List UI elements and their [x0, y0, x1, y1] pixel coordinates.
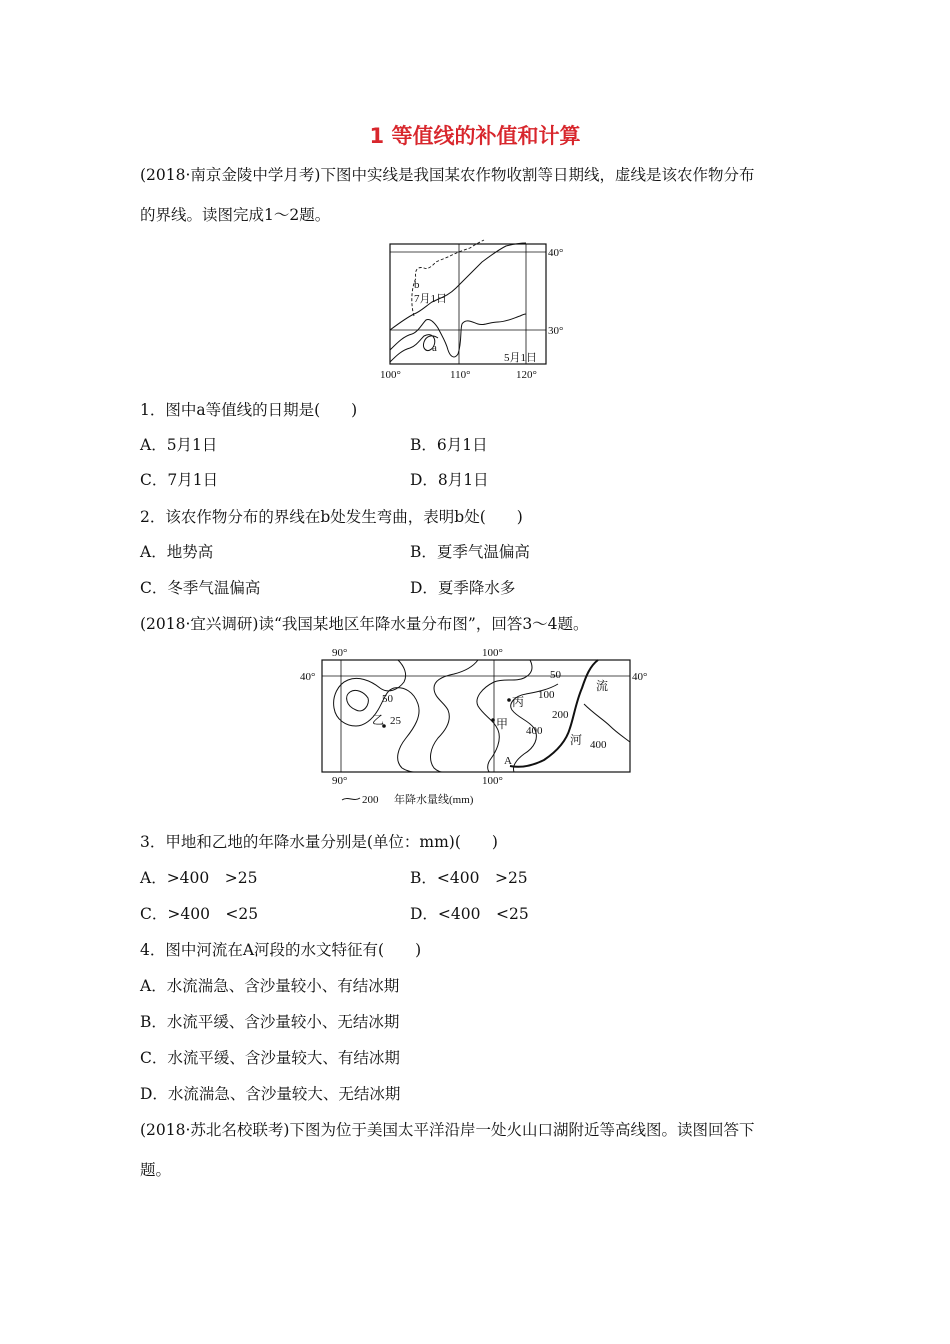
intro-1-line-2: 的界线。读图完成1～2题。	[140, 206, 331, 224]
map2-place-yi: 乙	[372, 713, 385, 727]
question-1-option-d[interactable]: D．8月1日	[410, 471, 489, 489]
precipitation-map	[298, 644, 658, 812]
map1-lon-label-100: 100°	[380, 369, 401, 381]
map1-lat-label-40: 40°	[548, 247, 564, 259]
map2-contour-label-25: 25	[390, 715, 401, 727]
question-3-option-a[interactable]: A．>400 >25	[140, 869, 258, 887]
map2-contour-label-200: 200	[552, 709, 569, 721]
map2-lat-label-left: 40°	[300, 671, 316, 683]
map1-label-b: b	[414, 279, 420, 291]
map1-lat-label-30: 30°	[548, 325, 564, 337]
map2-legend-text: 年降水量线(mm)	[394, 794, 474, 806]
map2-lon-label-100-bottom: 100°	[482, 775, 503, 787]
map2-contour-label-50-top: 50	[550, 669, 561, 681]
map2-lat-label-right: 40°	[632, 671, 648, 683]
map1-lon-label-120: 120°	[516, 369, 537, 381]
intro-1-line-1: (2018·南京金陵中学月考)下图中实线是我国某农作物收割等日期线，虚线是该农作物分布	[140, 166, 755, 184]
map2-place-jia: 甲	[496, 717, 509, 731]
map1-label-jul1: 7月1日	[414, 293, 447, 305]
map2-place-bing: 丙	[512, 695, 525, 709]
question-4-option-a[interactable]: A．水流湍急、含沙量较小、有结冰期	[140, 977, 400, 995]
harvest-date-map	[370, 238, 580, 383]
map2-contour-label-400-mid: 400	[526, 725, 543, 737]
question-2-stem: 2．该农作物分布的界线在b处发生弯曲，表明b处( )	[140, 508, 523, 526]
question-2-option-b[interactable]: B．夏季气温偏高	[410, 543, 530, 561]
intro-3-line-2: 题。	[140, 1161, 172, 1179]
question-1-option-a[interactable]: A．5月1日	[140, 436, 218, 454]
question-1-stem: 1．图中a等值线的日期是( )	[140, 401, 358, 419]
question-1-option-c[interactable]: C．7月1日	[140, 471, 219, 489]
map2-legend-value: 200	[362, 794, 379, 806]
question-4-option-b[interactable]: B．水流平缓、含沙量较小、无结冰期	[140, 1013, 400, 1031]
map2-lon-label-90-top: 90°	[332, 647, 348, 659]
question-3-stem: 3．甲地和乙地的年降水量分别是(单位：mm)( )	[140, 833, 498, 851]
map1-label-a: a	[432, 342, 437, 354]
map2-contour-label-100: 100	[538, 689, 555, 701]
question-2-option-a[interactable]: A．地势高	[140, 543, 214, 561]
intro-2: (2018·宜兴调研)读“我国某地区年降水量分布图”，回答3～4题。	[140, 615, 589, 633]
map2-contour-label-50-left: 50	[382, 693, 393, 705]
map2-contour-label-400-right: 400	[590, 739, 607, 751]
page-title: 1 等值线的补值和计算	[369, 124, 581, 148]
question-3-option-d[interactable]: D．<400 <25	[410, 905, 529, 923]
question-3-option-c[interactable]: C．>400 <25	[140, 905, 259, 923]
map1-lon-label-110: 110°	[450, 369, 471, 381]
map2-place-A: A	[504, 755, 512, 767]
map1-label-may1: 5月1日	[504, 352, 537, 364]
question-2-option-c[interactable]: C．冬季气温偏高	[140, 579, 261, 597]
intro-3-line-1: (2018·苏北名校联考)下图为位于美国太平洋沿岸一处火山口湖附近等高线图。读图回答下	[140, 1121, 755, 1139]
map2-place-liu: 流	[596, 679, 609, 693]
question-4-option-d[interactable]: D．水流湍急、含沙量较大、无结冰期	[140, 1085, 401, 1103]
map2-lon-label-100-top: 100°	[482, 647, 503, 659]
question-3-option-b[interactable]: B．<400 >25	[410, 869, 528, 887]
map2-place-he: 河	[570, 733, 583, 747]
question-4-option-c[interactable]: C．水流平缓、含沙量较大、有结冰期	[140, 1049, 400, 1067]
map2-lon-label-90-bottom: 90°	[332, 775, 348, 787]
question-2-option-d[interactable]: D．夏季降水多	[410, 579, 516, 597]
question-4-stem: 4．图中河流在A河段的水文特征有( )	[140, 941, 422, 959]
question-1-option-b[interactable]: B．6月1日	[410, 436, 488, 454]
